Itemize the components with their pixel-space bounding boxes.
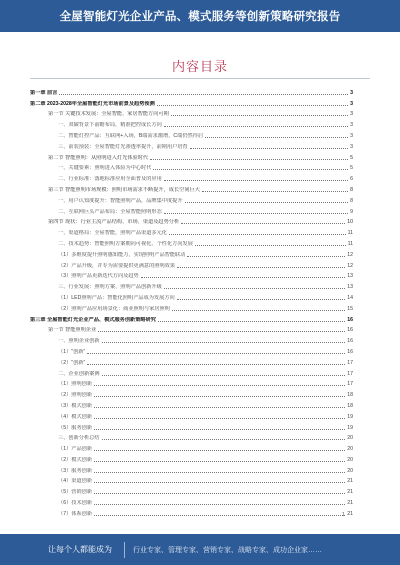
toc-entry-title: 第二节 智能照明：从照明进入灯光体验时代	[48, 154, 149, 161]
toc-entry-title: 一、用户认知度提升：智能照明产品，品牌集中度提升	[58, 197, 183, 204]
toc-leader-dots	[164, 126, 348, 127]
toc-leader-dots	[102, 342, 346, 343]
toc-entry-page: 13	[347, 273, 353, 280]
toc-entry[interactable]	[30, 215, 353, 226]
toc-entry-page: 19	[347, 413, 353, 420]
toc-leader-dots	[87, 364, 345, 365]
toc-leader-dots	[102, 439, 346, 440]
toc-entry-page: 3	[350, 89, 353, 96]
toc-leader-dots	[195, 245, 346, 246]
toc-entry-title: 第三章 全屋智能灯光企业产品、模式服务创新策略研究	[30, 316, 156, 323]
toc-entry[interactable]	[30, 398, 353, 409]
toc-leader-dots	[59, 94, 348, 95]
toc-leader-dots	[157, 105, 348, 106]
toc-entry-title: （4）渠道创新	[58, 478, 93, 485]
toc-entry-title: （3）服务创新	[58, 467, 93, 474]
toc-leader-dots	[190, 148, 348, 149]
toc-entry[interactable]	[30, 452, 353, 463]
toc-leader-dots	[94, 396, 345, 397]
toc-entry[interactable]	[30, 225, 353, 236]
toc-entry[interactable]	[30, 139, 353, 150]
toc-leader-dots	[94, 504, 345, 505]
toc-entry-page: 6	[350, 176, 353, 183]
toc-entry-page: 8	[350, 186, 353, 193]
report-header-bar	[0, 0, 400, 32]
toc-divider	[30, 78, 370, 79]
toc-entry-page: 20	[347, 456, 353, 463]
toc-leader-dots	[150, 159, 348, 160]
toc-entry-title: 第二章 2023-2028年全屋智能灯光市场前景及趋势预测	[30, 100, 155, 107]
toc-entry-page: 8	[350, 197, 353, 204]
toc-entry-page: 18	[347, 402, 353, 409]
toc-entry-title: 一、双碳背景下前瞻布局，精准把控成长方向	[58, 122, 162, 129]
toc-entry-page: 17	[347, 381, 353, 388]
toc-entry-title: 第一节 智能照明企业	[48, 327, 97, 334]
toc-entry[interactable]	[30, 333, 353, 344]
toc-leader-dots	[158, 321, 345, 322]
toc-entry-page: 20	[347, 467, 353, 474]
toc-entry-page: 5	[350, 154, 353, 161]
toc-entry-title: 二、智能灯控产品：互联网+入场，B端需求激增，C端仍然待启	[58, 132, 204, 139]
toc-entry[interactable]	[30, 474, 353, 485]
toc-entry-title: 第一章 前言	[30, 89, 58, 96]
toc-entry[interactable]	[30, 269, 353, 280]
toc-leader-dots	[172, 310, 345, 311]
toc-entry-page: 20	[347, 435, 353, 442]
toc-entry-page: 14	[347, 294, 353, 301]
toc-entry-title: 二、技术趋势：智能照明方案朝向可视化、个性化方向发展	[58, 240, 193, 247]
toc-entry-title: （2）"创新"	[58, 359, 86, 366]
toc-leader-dots	[94, 493, 345, 494]
toc-entry[interactable]	[30, 290, 353, 301]
toc-entry[interactable]	[30, 204, 353, 215]
toc-entry-title: 一、关键要素：照明进入体验为中心时代	[58, 165, 152, 172]
footer-bar	[0, 534, 400, 565]
toc-entry-title: （1）照明创新	[58, 381, 93, 388]
toc-entry-page: 10	[347, 219, 353, 226]
toc-leader-dots	[181, 223, 345, 224]
toc-entry-title: 一、渠道格局：全屋智能，照明产品渠道多元化	[58, 230, 167, 237]
toc-leader-dots	[202, 191, 348, 192]
toc-entry-page: 21	[347, 489, 353, 496]
toc-entry-title: （7）体系创新	[58, 510, 93, 517]
toc-leader-dots	[94, 461, 345, 462]
toc-entry-title: 三、创新分析总结	[58, 435, 100, 442]
toc-leader-dots	[94, 407, 345, 408]
toc-entry-title: 第四节 现状：行业主流产品结构、市场、渠道及趋势分析	[48, 219, 180, 226]
toc-leader-dots	[185, 202, 349, 203]
toc-entry-page: 18	[347, 392, 353, 399]
toc-leader-dots	[164, 213, 348, 214]
toc-entry-title: （5）营销创新	[58, 489, 93, 496]
toc-entry-title: （5）服务创新	[58, 424, 93, 431]
toc-entry-page: 3	[350, 143, 353, 150]
toc-leader-dots	[102, 375, 346, 376]
toc-entry-page: 3	[350, 122, 353, 129]
toc-entry-page: 17	[347, 359, 353, 366]
toc-entry-title: （1）多维度提升照明感知能力，实现照明产品智能联动	[58, 251, 186, 258]
toc-leader-dots	[87, 353, 345, 354]
toc-entry[interactable]	[30, 323, 353, 334]
toc-entry[interactable]	[30, 150, 353, 161]
toc-entry-page: 16	[347, 338, 353, 345]
toc-entry-title: 三、前装预装：全屋智能灯光渗透率提升，前期用户培育	[58, 143, 188, 150]
toc-entry-title: 二、互联网巨头产品布局：全屋智能照明形态	[58, 208, 162, 215]
toc-entry-title: 二、行业标准：落地标准应用全面普及的应用	[58, 176, 162, 183]
page-number: 1	[342, 512, 345, 518]
toc-entry[interactable]	[30, 377, 353, 388]
footer-roles: 行业专家、管理专家、营销专家、战略专家、成功企业家……	[133, 546, 322, 554]
toc-entry[interactable]	[30, 161, 353, 172]
toc-leader-dots	[164, 180, 348, 181]
toc-leader-dots	[187, 256, 345, 257]
toc-heading: 内容目录	[171, 59, 228, 74]
toc-leader-dots	[94, 385, 345, 386]
toc-entry-title: （2）模式创新	[58, 456, 93, 463]
toc-entry-page: 12	[347, 251, 353, 258]
toc-entry[interactable]	[30, 96, 353, 107]
toc-entry-page: 3	[350, 100, 353, 107]
toc-entry[interactable]	[30, 366, 353, 377]
toc-entry[interactable]	[30, 495, 353, 506]
toc-entry-title: 三、行业发展：照明方案、照明产品创新升级	[58, 284, 162, 291]
toc-entry-title: （3）模式创新	[58, 402, 93, 409]
toc-leader-dots	[94, 429, 345, 430]
toc-entry-title: （4）模式创新	[58, 413, 93, 420]
toc-entry[interactable]	[30, 431, 353, 442]
table-of-contents	[30, 85, 353, 517]
toc-entry[interactable]	[30, 463, 353, 474]
toc-leader-dots	[164, 288, 345, 289]
toc-entry-page: 12	[347, 262, 353, 269]
toc-entry-title: （2）照明产品应用场景化：商业照明与家居照明	[58, 305, 170, 312]
toc-entry[interactable]	[30, 387, 353, 398]
toc-entry-page: 3	[350, 111, 353, 118]
toc-entry-title: （2）照明创新	[58, 392, 93, 399]
toc-leader-dots	[171, 115, 348, 116]
toc-entry[interactable]	[30, 236, 353, 247]
toc-entry-title: 第一节 关键技术发展：全屋智能、家居智能方向可期	[48, 111, 169, 118]
footer-divider	[124, 542, 125, 558]
toc-entry-page: 19	[347, 424, 353, 431]
toc-entry-title: （3）照明产品更新迭代方向及趋势	[58, 273, 139, 280]
toc-entry-page: 21	[347, 478, 353, 485]
toc-entry[interactable]	[30, 344, 353, 355]
report-title: 全屋智能灯光企业产品、模式服务等创新策略研究报告	[59, 11, 341, 23]
toc-entry-title: （1）产品创新	[58, 446, 93, 453]
toc-leader-dots	[94, 472, 345, 473]
toc-entry[interactable]	[30, 171, 353, 182]
toc-entry-page: 16	[347, 316, 353, 323]
toc-leader-dots	[94, 418, 345, 419]
toc-leader-dots	[94, 482, 345, 483]
toc-entry[interactable]	[30, 279, 353, 290]
toc-entry-page: 16	[347, 327, 353, 334]
toc-entry-title: （6）技术创新	[58, 500, 93, 507]
toc-entry[interactable]	[30, 441, 353, 452]
toc-leader-dots	[177, 299, 345, 300]
toc-leader-dots	[169, 234, 346, 235]
toc-entry-title: 一、照明企业创新	[58, 338, 100, 345]
toc-entry[interactable]	[30, 128, 353, 139]
toc-entry-page: 11	[347, 240, 353, 247]
toc-entry-page: 17	[347, 370, 353, 377]
toc-entry[interactable]	[30, 312, 353, 323]
toc-entry-page: 11	[347, 230, 353, 237]
toc-entry[interactable]	[30, 420, 353, 431]
toc-entry-page: 16	[347, 348, 353, 355]
toc-entry-page: 13	[347, 284, 353, 291]
toc-leader-dots	[153, 169, 348, 170]
toc-entry-title: （1）"创新"	[58, 348, 86, 355]
toc-leader-dots	[94, 450, 345, 451]
toc-entry-title: 第三节 智能照明市场规模：照明市场需求不断提升，成长空间巨大	[48, 186, 200, 193]
toc-entry-title: （2）产品升级，并专为需要提供更满意的照明效果	[58, 262, 176, 269]
toc-entry-title: 二、企业创新案例	[58, 370, 100, 377]
toc-leader-dots	[205, 137, 348, 138]
toc-entry[interactable]	[30, 247, 353, 258]
toc-leader-dots	[94, 515, 345, 516]
toc-entry-page: 21	[347, 510, 353, 517]
toc-entry[interactable]	[30, 258, 353, 269]
toc-entry[interactable]	[30, 409, 353, 420]
toc-entry[interactable]	[30, 107, 353, 118]
toc-entry-page: 3	[350, 132, 353, 139]
toc-entry-title: （1）LED照明产品：智能化照明产品成为发展方向	[58, 294, 175, 301]
toc-entry-page: 15	[347, 305, 353, 312]
toc-leader-dots	[141, 277, 346, 278]
toc-entry[interactable]	[30, 506, 353, 517]
footer-slogan: 让每个人都能成为	[48, 545, 112, 554]
toc-entry[interactable]	[30, 182, 353, 193]
toc-entry-page: 5	[350, 165, 353, 172]
toc-leader-dots	[177, 267, 345, 268]
toc-leader-dots	[98, 331, 345, 332]
toc-entry[interactable]	[30, 355, 353, 366]
toc-entry[interactable]	[30, 117, 353, 128]
toc-entry[interactable]	[30, 85, 353, 96]
toc-entry[interactable]	[30, 484, 353, 495]
toc-entry-page: 9	[350, 208, 353, 215]
toc-entry-page: 20	[347, 446, 353, 453]
toc-entry[interactable]	[30, 193, 353, 204]
toc-entry-page: 21	[347, 500, 353, 507]
toc-entry[interactable]	[30, 301, 353, 312]
